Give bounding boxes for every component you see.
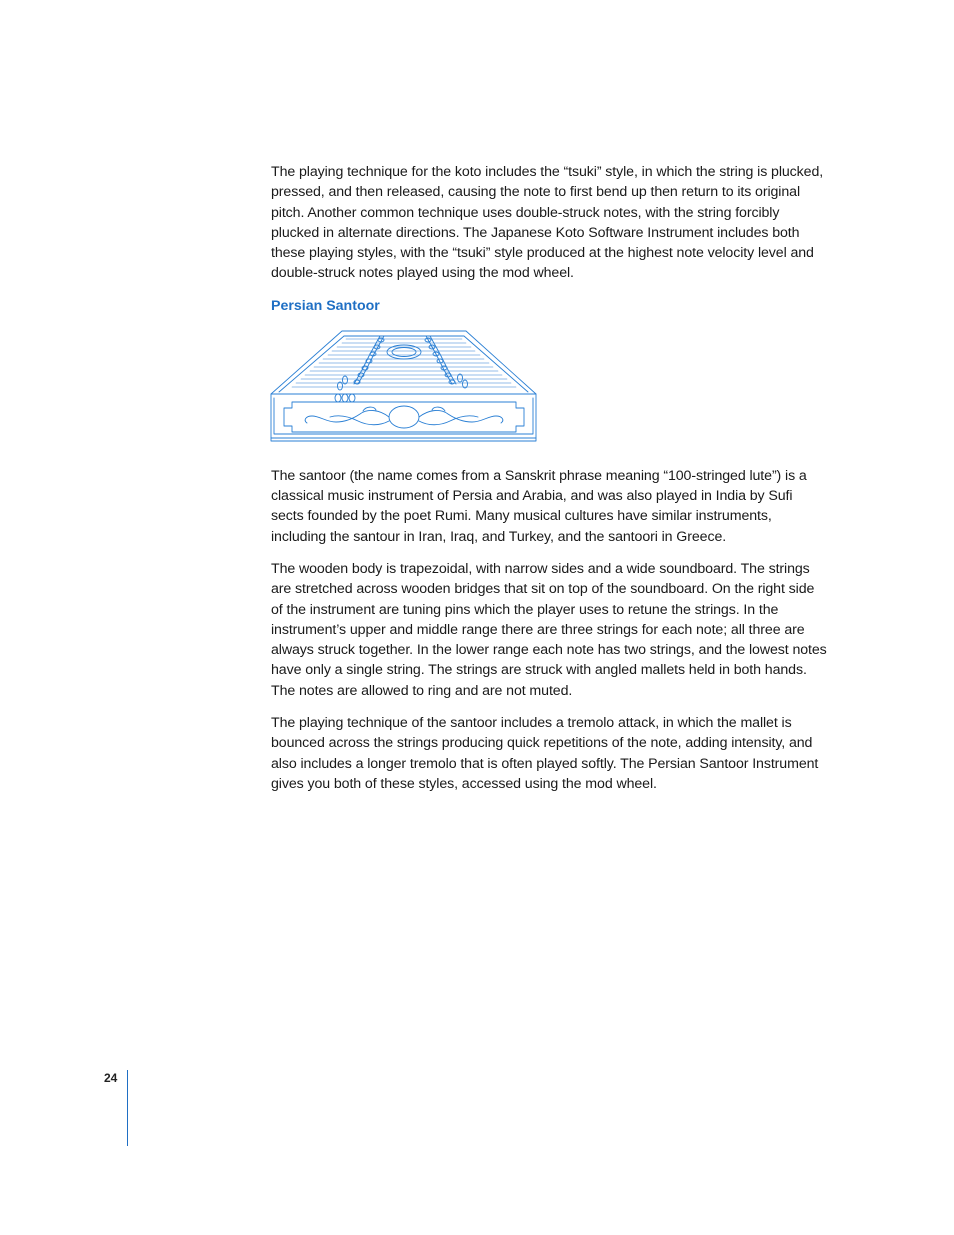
- page-number: 24: [104, 1071, 118, 1085]
- right-bridges: [425, 336, 468, 388]
- page-content: [271, 162, 827, 794]
- santoor-origin-paragraph: The santoor (the name comes from a Sanskrit phrase meaning “100-stringed lute”) is a classical music instrument of Persia and Arabia, and was also played in India by Sufi sects founded by the poet Rumi. Many musical cultures have similar instruments, including the santour in Iran, Iraq, and Turkey, and the santoori in Greece.: [271, 467, 807, 545]
- santoor-drawing: [270, 322, 542, 446]
- carved-panel-frame: [284, 402, 524, 432]
- section-heading: Persian Santoor: [271, 297, 380, 314]
- koto-technique-paragraph: The playing technique for the koto includes the “tsuki” style, in which the string is plucked, pressed, and then released, causing the note to first bend up then return to its original pitch. Another common technique uses double-struck notes, with the string forcibly plucked in alternate directions. The Japanese Koto Software Instrument includes both these playing styles, with the “tsuki” style produced at the highest note velocity level and double-struck notes played using the mod wheel.: [271, 164, 824, 282]
- central-medallion: [389, 406, 419, 428]
- santoor-technique-paragraph: The playing technique of the santoor includes a tremolo attack, in which the mallet is bounced across the strings producing quick repetitions of the note, adding intensity, and also includes a longer tremolo that is often played softly. The Persian Santoor Instrument gives you both of these styles, accessed using the mod wheel.: [271, 715, 819, 792]
- soundboard-outline: [271, 331, 536, 394]
- soundboard-inner-outline: [279, 336, 528, 392]
- page-number-rule: [127, 1070, 128, 1146]
- santoor-body-paragraph: The wooden body is trapezoidal, with narrow sides and a wide soundboard. The strings are stretched across wooden bridges that sit on top of the soundboard. On the right side of the instrument are tuning pins which the player uses to retune the strings. In the instrument’s upper and middle range there are three strings for each note; all three are always struck together. In the lower range each note has two strings, and the lowest notes have only a single string. The strings are struck with angled mallets held in both hands. The notes are allowed to ring and are not muted.: [271, 560, 827, 699]
- santoor-illustration: [270, 322, 542, 446]
- base-edge: [271, 438, 536, 441]
- left-tuning-pins: [335, 394, 355, 402]
